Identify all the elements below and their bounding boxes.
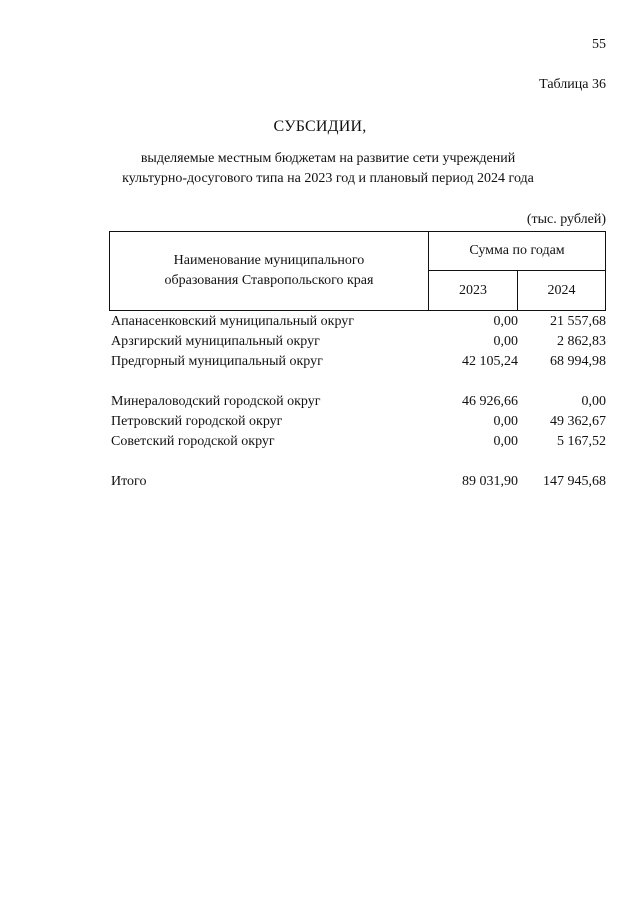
document-subtitle <box>28 149 628 189</box>
row-value-2023: 0,00 <box>493 434 518 449</box>
row-value-2024: 68 994,98 <box>550 354 606 369</box>
table-number: Таблица 36 <box>539 77 606 92</box>
total-value-2023: 89 031,90 <box>462 474 518 489</box>
table-row <box>111 312 606 332</box>
table-row <box>111 392 606 412</box>
row-value-2024: 21 557,68 <box>550 314 606 329</box>
row-value-2023: 0,00 <box>493 314 518 329</box>
row-value-2024: 0,00 <box>581 394 606 409</box>
table-body <box>111 312 606 492</box>
subtitle-line-2: культурно-досугового типа на 2023 год и плановый период 2024 года <box>122 171 534 186</box>
table-row <box>111 432 606 452</box>
document-title: СУБСИДИИ, <box>273 118 367 135</box>
table-row <box>111 352 606 372</box>
row-value-2024: 49 362,67 <box>550 414 606 429</box>
unit-label: (тыс. рублей) <box>526 212 606 227</box>
row-value-2023: 0,00 <box>493 334 518 349</box>
table-row <box>111 332 606 352</box>
total-value-2024: 147 945,68 <box>543 474 606 489</box>
row-name: Предгорный муниципальный округ <box>111 354 323 369</box>
row-name: Минераловодский городской округ <box>111 394 321 409</box>
row-name: Петровский городской округ <box>111 414 283 429</box>
row-name: Арзгирский муниципальный округ <box>111 334 320 349</box>
header-name-line-2: образования Ставропольского края <box>164 273 374 288</box>
page-number: 55 <box>592 37 606 52</box>
table-header <box>109 231 606 311</box>
header-year-2023: 2023 <box>429 271 518 310</box>
row-value-2024: 5 167,52 <box>557 434 606 449</box>
total-row <box>111 472 606 492</box>
total-label: Итого <box>111 474 147 489</box>
row-value-2023: 42 105,24 <box>462 354 518 369</box>
header-name-line-1: Наименование муниципального <box>173 253 365 268</box>
table-row <box>111 412 606 432</box>
header-year-2024: 2024 <box>547 282 576 298</box>
header-sum-cell: Сумма по годам <box>429 232 605 271</box>
row-value-2023: 46 926,66 <box>462 394 518 409</box>
row-name: Советский городской округ <box>111 434 275 449</box>
header-name-cell <box>110 232 429 310</box>
row-name: Апанасенковский муниципальный округ <box>111 314 355 329</box>
row-value-2023: 0,00 <box>493 414 518 429</box>
subtitle-line-1: выделяемые местным бюджетам на развитие сети учреждений <box>140 151 516 166</box>
row-value-2024: 2 862,83 <box>557 334 606 349</box>
